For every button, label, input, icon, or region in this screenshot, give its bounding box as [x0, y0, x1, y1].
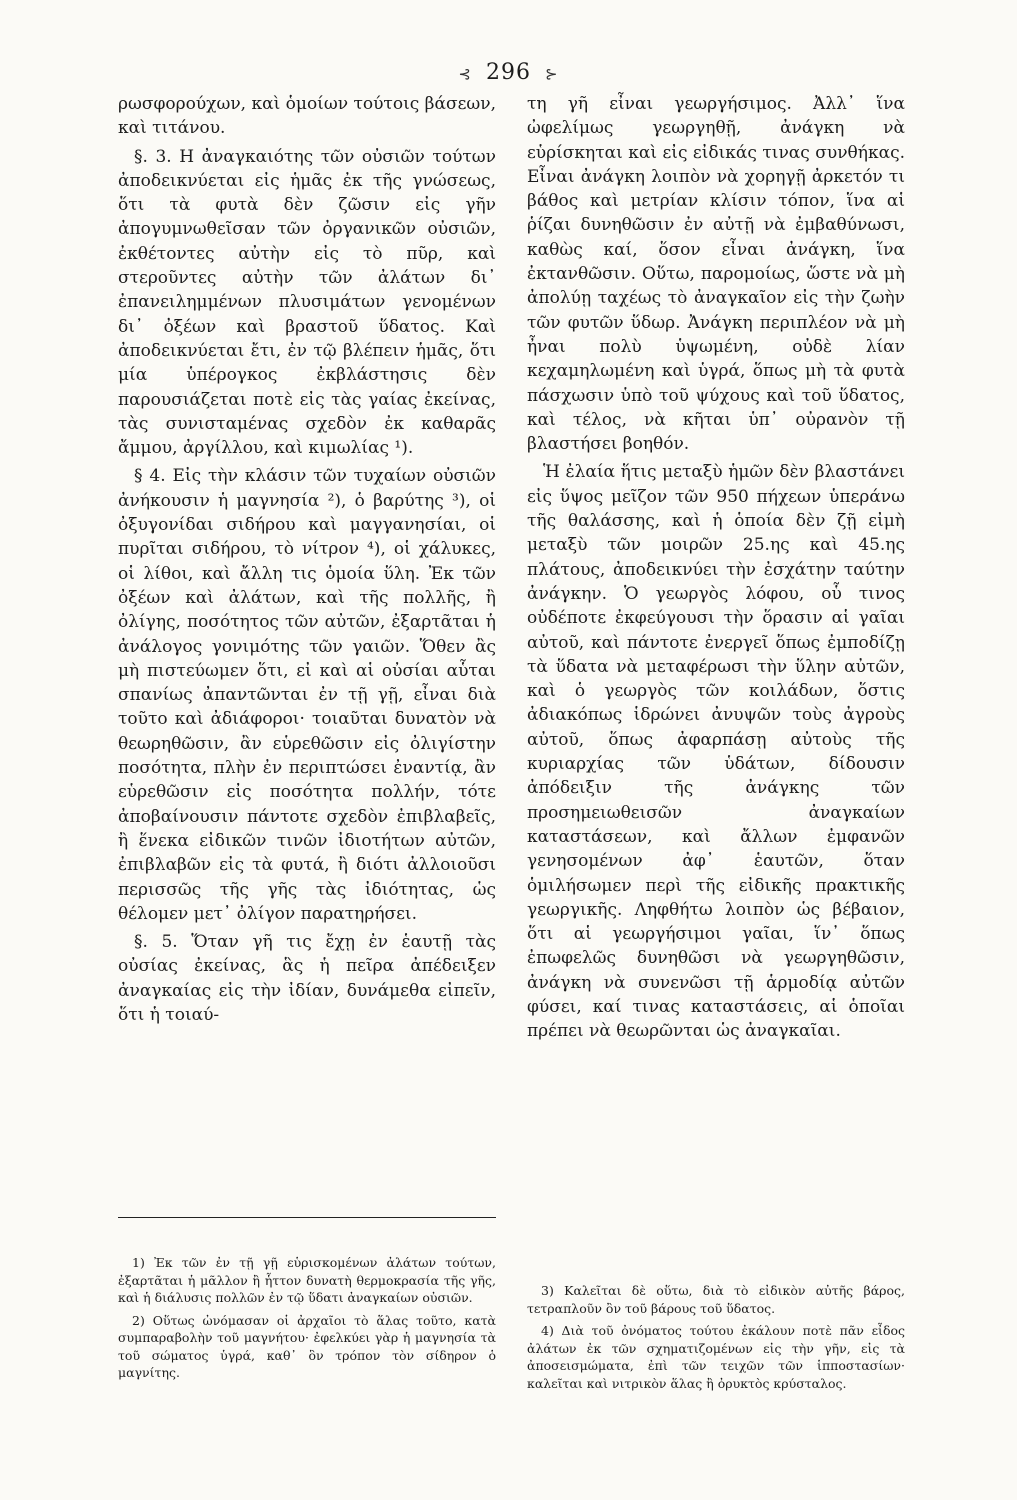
footnote: 1) Ἐκ τῶν ἐν τῇ γῇ εὑρισκομένων ἀλάτων τούτων, ἐξαρτᾶται ἡ μᾶλλον ἢ ἧττον δυνατὴ θερμοκρασία τῆς γῆς, καὶ ἡ διάλυσις πολλῶν ἐν τῷ ὕδατι ἀναγκαίων οὐσιῶν.: [118, 1255, 496, 1305]
left-column: [118, 92, 496, 1027]
ornament-left-icon: ⊰: [458, 65, 472, 83]
paragraph: τη γῆ εἶναι γεωργήσιμος. Ἀλλ᾽ ἵνα ὠφελίμως γεωργηθῇ, ἀνάγκη νὰ εὑρίσκηται καὶ εἰς εἰδικάς τινας συνθήκας. Εἶναι ἀνάγκη λοιπὸν νὰ χορηγῇ ἀρκετόν τι βάθος καὶ μετρίαν κλίσιν τόπον, ἵνα αἱ ῥίζαι δυνηθῶσιν ἐν αὐτῇ νὰ ἐμβαθύνωσι, καθὼς καί, ὅσον εἶναι ἀνάγκη, ἵνα ἐκτανθῶσιν. Οὕτω, παρομοίως, ὥστε νὰ μὴ ἀπολύῃ ταχέως τὸ ἀναγκαῖον εἰς τὴν ζωὴν τῶν φυτῶν ὕδωρ. Ἀνάγκη περιπλέον νὰ μὴ ἦναι πολὺ ὑψωμένη, οὐδὲ λίαν κεχαμηλωμένη καὶ ὑγρά, ὅπως μὴ τὰ φυτὰ πάσχωσιν ὑπὸ τοῦ ψύχους καὶ τοῦ ὕδατος, καὶ τέλος, νὰ κῆται ὑπ᾽ οὐρανὸν τῇ βλαστήσει βοηθόν.: [527, 94, 905, 455]
footnote: 2) Οὕτως ὠνόμασαν οἱ ἀρχαῖοι τὸ ἅλας τοῦτο, κατὰ συμπαραβολὴν τοῦ μαγνήτου· ἐφελκύει γὰρ ἡ μαγνησία τὰ τοῦ σώματος ὑγρά, καθ᾽ ὃν τρόπον τὸν σίδηρον ὁ μαγνίτης.: [118, 1312, 496, 1380]
paragraph: Ἡ ἐλαία ἥτις μεταξὺ ἡμῶν δὲν βλαστάνει εἰς ὕψος μεῖζον τῶν 950 πήχεων ὑπεράνω τῆς θαλάσσης, καὶ ἡ ὁποία δὲν ζῇ εἰμὴ μεταξὺ τῶν μοιρῶν 25.ης καὶ 45.ης πλάτους, ἀποδεικνύει τὴν ἐσχάτην ταύτην ἀνάγκην. Ὁ γεωργὸς λόφου, οὗ τινος οὐδέποτε ἐκφεύγουσι τὴν ὅρασιν αἱ γαῖαι αὐτοῦ, καὶ πάντοτε ἐνεργεῖ ὅπως ἐμποδίζῃ τὰ ὕδατα νὰ μεταφέρωσι τὴν ὕλην αὐτῶν, καὶ ὁ γεωργὸς τῶν κοιλάδων, ὅστις ἀδιακόπως ἱδρώνει ἀνυψῶν τοὺς ἀγροὺς αὐτοῦ, ὅπως ἀφαρπάσῃ αὐτοὺς τῆς κυριαρχίας τῶν ὑδάτων, δίδουσιν ἀπόδειξιν τῆς ἀνάγκης τῶν προσημειωθεισῶν ἀναγκαίων καταστάσεων, καὶ ἄλλων ἐμφανῶν γενησομένων ἀφ᾽ ἑαυτῶν, ὅταν ὁμιλήσωμεν περὶ τῆς εἰδικῆς πρακτικῆς γεωργικῆς. Ληφθήτω λοιπὸν ὡς βέβαιον, ὅτι αἱ γεωργήσιμοι γαῖαι, ἵν᾽ ὅπως ἐπωφελῶς δυνηθῶσι νὰ γεωργηθῶσιν, ἀνάγκη νὰ συνενῶσι τῇ ἁρμοδίᾳ αὐτῶν φύσει, καί τινας καταστάσεις, αἱ ὁποῖαι πρέπει νὰ θεωρῶνται ὡς ἀναγκαῖαι.: [527, 462, 905, 1042]
ornament-right-icon: ⊱: [545, 65, 559, 83]
footnote: 4) Διὰ τοῦ ὀνόματος τούτου ἐκάλουν ποτὲ πᾶν εἶδος ἀλάτων ἐκ τῶν σχηματιζομένων εἰς τὴν γῆν, εἰς τὰ ἀποσεισμώματα, ἐπὶ τῶν τειχῶν τῶν ἱπποστασίων· καλεῖται καὶ νιτρικὸν ἅλας ἢ ὀρυκτὸς κρύσταλος.: [527, 1323, 905, 1391]
page-header: [0, 60, 1017, 85]
paragraph: §. 5. Ὅταν γῆ τις ἔχῃ ἐν ἑαυτῇ τὰς οὐσίας ἐκείνας, ἃς ἡ πεῖρα ἀπέδειξεν ἀναγκαίας εἰς τὴν ἰδίαν, δυνάμεθα εἰπεῖν, ὅτι ἡ τοιαύ-: [118, 932, 496, 1025]
footnote-divider: [118, 1217, 496, 1218]
footnotes-left: [118, 1254, 496, 1387]
paragraph: §. 3. Η ἀναγκαιότης τῶν οὐσιῶν τούτων ἀποδεικνύεται εἰς ἡμᾶς ἐκ τῆς γνώσεως, ὅτι τὰ φυτὰ δὲν ζῶσιν εἰς γῆν ἀπογυμνωθεῖσαν τῶν ὀργανικῶν οὐσιῶν, ἐκθέτοντες αὐτὴν εἰς τὸ πῦρ, καὶ στεροῦντες αὐτὴν τῶν ἀλάτων δι᾽ ἐπανειλημμένων πλυσιμάτων γενομένων δι᾽ ὀξέων καὶ βραστοῦ ὕδατος. Καὶ ἀποδεικνύεται ἔτι, ἐν τῷ βλέπειν ἡμᾶς, ὅτι μία ὑπέρογκος ἐκβλάστησις δὲν παρουσιάζεται ποτὲ εἰς τὰς γαίας ἐκείνας, τὰς συνισταμένας σχεδὸν ἐκ καθαρᾶς ἄμμου, ἀργίλλου, καὶ κιμωλίας ¹).: [118, 146, 496, 459]
page-number: 296: [486, 60, 531, 85]
paragraph: § 4. Εἰς τὴν κλάσιν τῶν τυχαίων οὐσιῶν ἀνήκουσιν ἡ μαγνησία ²), ὁ βαρύτης ³), οἱ ὀξυγονίδαι σιδήρου καὶ μαγγανησίαι, οἱ πυρῖται σιδήρου, τὸ νίτρον ⁴), οἱ χάλυκες, οἱ λίθοι, καὶ ἄλλη τις ὁμοία ὕλη. Ἐκ τῶν ὀξέων καὶ ἀλάτων, καὶ τῆς πολλῆς, ἢ ὀλίγης, ποσότητος τῶν αὐτῶν, ἐξαρτᾶται ἡ ἀνάλογος γονιμότης τῶν γαιῶν. Ὅθεν ἂς μὴ πιστεύωμεν ὅτι, εἰ καὶ αἱ οὐσίαι αὗται σπανίως ἀπαντῶνται ἐν τῇ γῇ, εἶναι διὰ τοῦτο καὶ ἀδιάφοροι· τοιαῦται δυνατὸν νὰ θεωρηθῶσιν, ἂν εὑρεθῶσιν εἰς ὀλιγίστην ποσότητα, πλὴν ἐν περιπτώσει ἐναντίᾳ, ἂν εὑρεθῶσιν εἰς ποσότητα πολλήν, τότε ἀποβαίνουσιν πάντοτε σχεδὸν ἐπιβλαβεῖς, ἢ ἕνεκα εἰδικῶν τινῶν ἰδιοτήτων αὐτῶν, ἐπιβλαβῶν εἰς τὰ φυτά, ἢ διότι ἀλλοιοῦσι περισσῶς τῆς γῆς τὰς ἰδιότητας, ὡς θέλομεν μετ᾽ ὀλίγον παρατηρήσει.: [118, 466, 496, 924]
paragraph: ρωσφορούχων, καὶ ὁμοίων τούτοις βάσεων, καὶ τιτάνου.: [118, 94, 496, 139]
footnote: 3) Καλεῖται δὲ οὕτω, διὰ τὸ εἰδικὸν αὐτῆς βάρος, τετραπλοῦν ὂν τοῦ βάρους τοῦ ὕδατος.: [527, 1283, 905, 1316]
right-column: [527, 92, 905, 1044]
footnotes-right: [527, 1282, 905, 1397]
